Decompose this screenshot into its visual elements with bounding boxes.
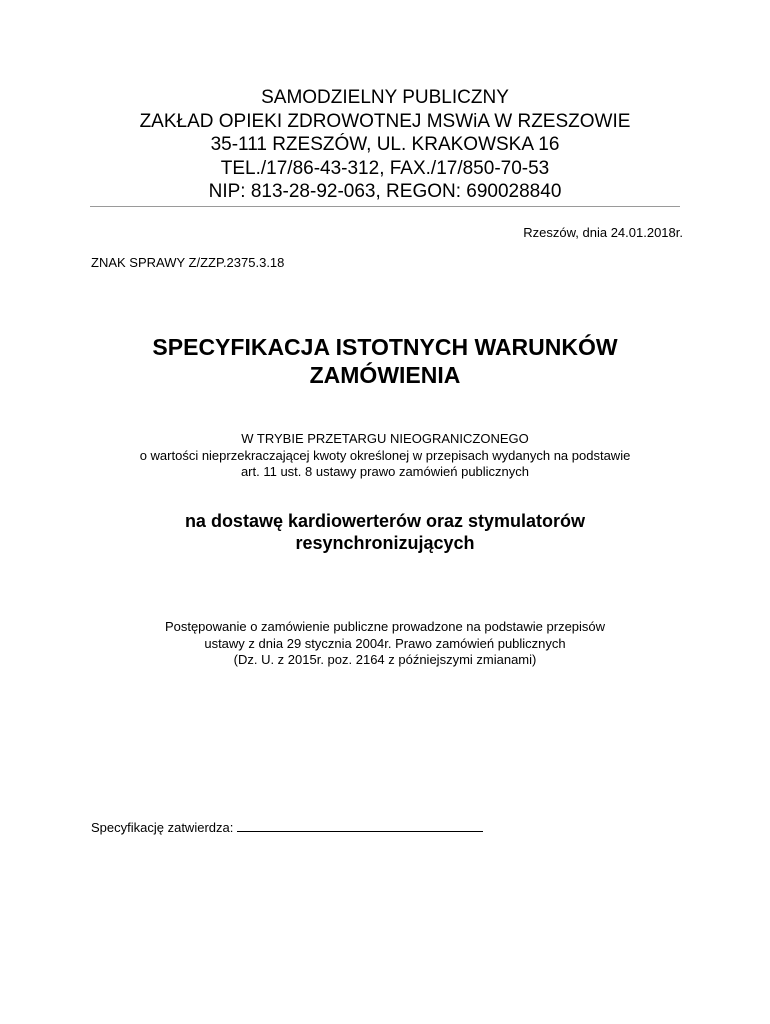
issuer-tax-ids: NIP: 813-28-92-063, REGON: 690028840 (208, 181, 562, 202)
procedure-mode-line3: art. 11 ust. 8 ustawy prawo zamówień publicznych (240, 464, 530, 479)
procedure-mode-line1: W TRYBIE PRZETARGU NIEOGRANICZONEGO (241, 431, 529, 446)
order-subject (0, 510, 770, 554)
legal-basis-line3: (Dz. U. z 2015r. poz. 2164 z późniejszymi zmianami) (233, 652, 537, 667)
issuer-name-line2: ZAKŁAD OPIEKI ZDROWOTNEJ MSWiA W RZESZOWIE (139, 110, 631, 132)
document-title-line1: SPECYFIKACJA ISTOTNYCH WARUNKÓW (152, 334, 618, 360)
issuer-name-line1: SAMODZIELNY PUBLICZNY (261, 87, 509, 108)
header-divider (90, 206, 680, 207)
procedure-mode-line2: o wartości nieprzekraczającej kwoty określonej w przepisach wydanych na podstawie (139, 447, 631, 463)
legal-basis (0, 619, 770, 669)
document-title (0, 333, 770, 389)
issuer-header (0, 86, 770, 204)
document-date: Rzeszów, dnia 24.01.2018r. (523, 225, 683, 240)
order-subject-line1: na dostawę kardiowerterów oraz stymulatorów (184, 511, 586, 531)
approval-label: Specyfikację zatwierdza: (91, 820, 234, 835)
legal-basis-line1: Postępowanie o zamówienie publiczne prowadzone na podstawie przepisów (164, 619, 606, 634)
procedure-mode (0, 431, 770, 481)
document-title-line2: ZAMÓWIENIA (309, 362, 461, 388)
order-subject-line2: resynchronizujących (295, 533, 475, 553)
issuer-phone-fax: TEL./17/86-43-312, FAX./17/850-70-53 (220, 157, 550, 179)
case-number: ZNAK SPRAWY Z/ZZP.2375.3.18 (91, 255, 285, 270)
signature-line (237, 819, 483, 832)
approval-signature (91, 819, 483, 835)
legal-basis-line2: ustawy z dnia 29 stycznia 2004r. Prawo zamówień publicznych (204, 635, 566, 651)
issuer-address: 35-111 RZESZÓW, UL. KRAKOWSKA 16 (210, 134, 560, 155)
